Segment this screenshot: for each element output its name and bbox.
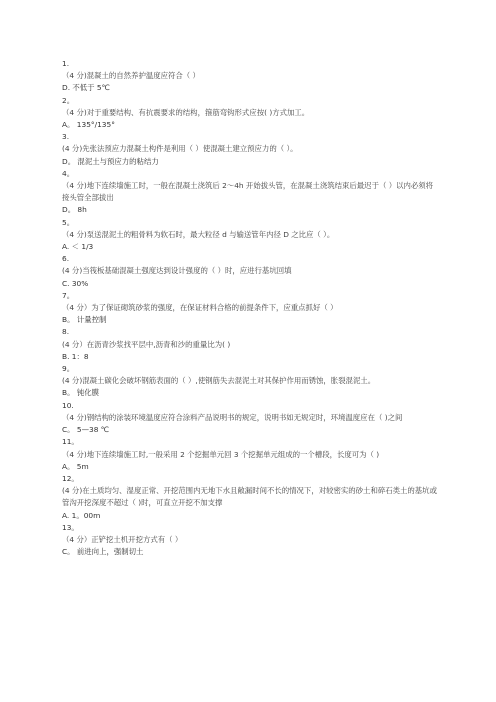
question-number: 5。 [62, 217, 75, 227]
question-text: (4 分)在土质均匀、湿度正常、开挖范围内无地下水且敞漏时间不长的情况下，对较密实的砂土和碎石类土的基坑或管沟开挖深度不超过（ )时，可直立开挖不加支撑 [62, 486, 437, 508]
question-text: （4 分)对于重要结构、有抗震要求的结构，箍筋弯钩形式应按( )方式加工。 [62, 107, 310, 117]
question-text: (4 分)当筏板基础混凝土强度达到设计强度的（ ）时，应进行基坑回填 [62, 266, 292, 276]
document-page [62, 58, 440, 558]
question-number: 8. [62, 327, 70, 337]
question-text: （4 分)地下连续墙施工时,一般采用 2 个挖掘单元回 3 个挖掘单元组成的一个槽段，长度可为（ ) [62, 449, 380, 459]
question-text: （4 分)地下连续墙施工时，一般在混凝土浇筑后 2～4h 开始拔头管，在混凝土浇筑结束后最迟于（ ）以内必须将接头管全部拔出 [62, 181, 434, 203]
question-number: 1. [62, 59, 70, 68]
question-number: 6. [62, 254, 70, 264]
answer-text: A. 1。00m [62, 510, 101, 520]
question-text: (4 分)先张法预应力混凝土构件是利用（ ）使混凝土建立预应力的（ ）。 [62, 144, 298, 154]
question-number: 12。 [62, 473, 79, 483]
question-number: 3. [62, 132, 70, 142]
answer-text: D。 8h [62, 205, 87, 215]
question-text: （4 分）为了保证砌筑砂浆的强度，在保证材料合格的前提条件下，应重点抓好（ ） [62, 303, 338, 313]
question-text: （4 分)混凝土的自然养护温度应符合（ ） [62, 71, 200, 81]
answer-text: B. 1：8 [62, 351, 89, 361]
answer-text: D。 混泥土与预应力的粘结力 [62, 156, 159, 166]
answer-text: A. ＜ 1/3 [62, 242, 94, 252]
question-number: 4。 [62, 168, 75, 178]
question-text: （4 分）正铲挖土机开挖方式有（ ） [62, 534, 183, 544]
question-number: 10. [62, 400, 74, 410]
question-text: (4 分)混凝土碳化会破坏钢筋表面的（ ）,使钢筋失去混泥土对其保护作用而锈蚀，胀裂混泥土。 [62, 376, 376, 386]
question-number: 11。 [62, 437, 79, 447]
answer-text: C。 5—38 ℃ [62, 425, 110, 435]
question-text: （4 分)泵送混泥土的粗骨料为软石时，最大粒径 d 与输送管年内径 D 之比应（ ）。 [62, 229, 335, 239]
answer-text: C. 30% [62, 278, 89, 288]
question-number: 7。 [62, 290, 75, 300]
answer-text: C。 前进向上，强制切土 [62, 547, 144, 557]
question-text: (4 分）在沥青沙浆找平层中,沥青和沙的重量比为( ) [62, 339, 231, 349]
question-number: 13。 [62, 522, 79, 532]
question-text: （4 分)钢结构的涂装环境温度应符合涂料产品说明书的规定，说明书如无规定时，环境温度应在（ )之间 [62, 412, 403, 422]
answer-text: B。 钝化膜 [62, 388, 99, 398]
question-number: 9。 [62, 364, 75, 374]
question-number: 2。 [62, 95, 75, 105]
answer-text: B。 计量控制 [62, 315, 107, 325]
answer-text: A。 135°/135° [62, 120, 115, 130]
answer-text: D. 不低于 5℃ [62, 83, 110, 93]
answer-text: A。 5m [62, 461, 89, 471]
